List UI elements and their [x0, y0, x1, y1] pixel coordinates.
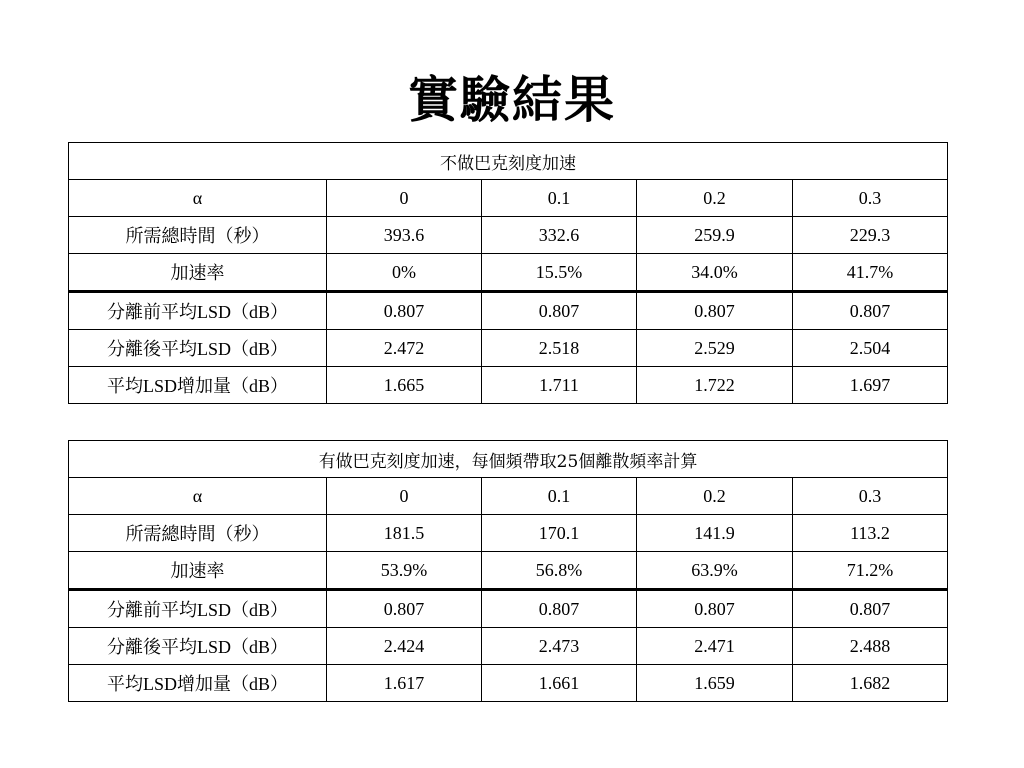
- row-label: 平均LSD增加量（dB）: [69, 367, 327, 404]
- table-cell: 229.3: [793, 217, 948, 254]
- table-cell: 56.8%: [482, 552, 637, 590]
- slide-title: 實驗結果: [408, 70, 616, 129]
- table-cell: 0.807: [327, 292, 482, 330]
- row-label: 加速率: [69, 552, 327, 590]
- table-row-lsd-after: [69, 628, 948, 665]
- table-cell: 2.424: [327, 628, 482, 665]
- table-caption-row: [69, 143, 948, 180]
- table-cell: 1.659: [637, 665, 793, 702]
- row-label: 分離後平均LSD（dB）: [69, 628, 327, 665]
- column-header-alpha: α: [69, 180, 327, 217]
- table-caption-row: [69, 441, 948, 478]
- row-label: 加速率: [69, 254, 327, 292]
- table-caption: 有做巴克刻度加速，每個頻帶取25個離散頻率計算: [69, 441, 948, 478]
- table-cell: 63.9%: [637, 552, 793, 590]
- table-row-lsd-after: [69, 330, 948, 367]
- table-cell: 2.472: [327, 330, 482, 367]
- table-cell: 0.807: [482, 590, 637, 628]
- table-row-lsd-before: [69, 590, 948, 628]
- table-cell: 259.9: [637, 217, 793, 254]
- column-header-alpha: α: [69, 478, 327, 515]
- column-header: 0.3: [793, 478, 948, 515]
- table-cell: 1.711: [482, 367, 637, 404]
- table-cell: 2.473: [482, 628, 637, 665]
- table-cell: 34.0%: [637, 254, 793, 292]
- row-label: 分離後平均LSD（dB）: [69, 330, 327, 367]
- table-cell: 1.617: [327, 665, 482, 702]
- table-header-row: [69, 478, 948, 515]
- table-cell: 41.7%: [793, 254, 948, 292]
- table-header-row: [69, 180, 948, 217]
- table-row-lsd-increase: [69, 367, 948, 404]
- table-cell: 2.488: [793, 628, 948, 665]
- table-cell: 113.2: [793, 515, 948, 552]
- table-cell: 1.665: [327, 367, 482, 404]
- table-row-speedup-rate: [69, 552, 948, 590]
- table-cell: 1.722: [637, 367, 793, 404]
- table-row-lsd-increase: [69, 665, 948, 702]
- table-cell: 0.807: [637, 292, 793, 330]
- table-cell: 0.807: [327, 590, 482, 628]
- table-cell: 0%: [327, 254, 482, 292]
- table-cell: 1.682: [793, 665, 948, 702]
- column-header: 0.1: [482, 478, 637, 515]
- results-table-without-bark-speedup: [68, 142, 948, 404]
- table-cell: 170.1: [482, 515, 637, 552]
- row-label: 平均LSD增加量（dB）: [69, 665, 327, 702]
- row-label: 分離前平均LSD（dB）: [69, 292, 327, 330]
- table-cell: 71.2%: [793, 552, 948, 590]
- table-row-total-time: [69, 515, 948, 552]
- table-cell: 332.6: [482, 217, 637, 254]
- table-row-speedup-rate: [69, 254, 948, 292]
- table-cell: 15.5%: [482, 254, 637, 292]
- row-label: 分離前平均LSD（dB）: [69, 590, 327, 628]
- column-header: 0: [327, 478, 482, 515]
- column-header: 0.3: [793, 180, 948, 217]
- column-header: 0.2: [637, 180, 793, 217]
- table-cell: 53.9%: [327, 552, 482, 590]
- column-header: 0.1: [482, 180, 637, 217]
- table-cell: 2.471: [637, 628, 793, 665]
- results-table-with-bark-speedup: [68, 440, 948, 702]
- row-label: 所需總時間（秒）: [69, 217, 327, 254]
- table-cell: 0.807: [482, 292, 637, 330]
- table-cell: 0.807: [793, 292, 948, 330]
- table-cell: 0.807: [637, 590, 793, 628]
- column-header: 0.2: [637, 478, 793, 515]
- table-caption: 不做巴克刻度加速: [69, 143, 948, 180]
- table-cell: 141.9: [637, 515, 793, 552]
- table-row-total-time: [69, 217, 948, 254]
- table-cell: 1.661: [482, 665, 637, 702]
- table-row-lsd-before: [69, 292, 948, 330]
- table-cell: 181.5: [327, 515, 482, 552]
- table-cell: 2.529: [637, 330, 793, 367]
- table-cell: 0.807: [793, 590, 948, 628]
- table-cell: 2.518: [482, 330, 637, 367]
- table-cell: 1.697: [793, 367, 948, 404]
- table-cell: 393.6: [327, 217, 482, 254]
- row-label: 所需總時間（秒）: [69, 515, 327, 552]
- table-cell: 2.504: [793, 330, 948, 367]
- column-header: 0: [327, 180, 482, 217]
